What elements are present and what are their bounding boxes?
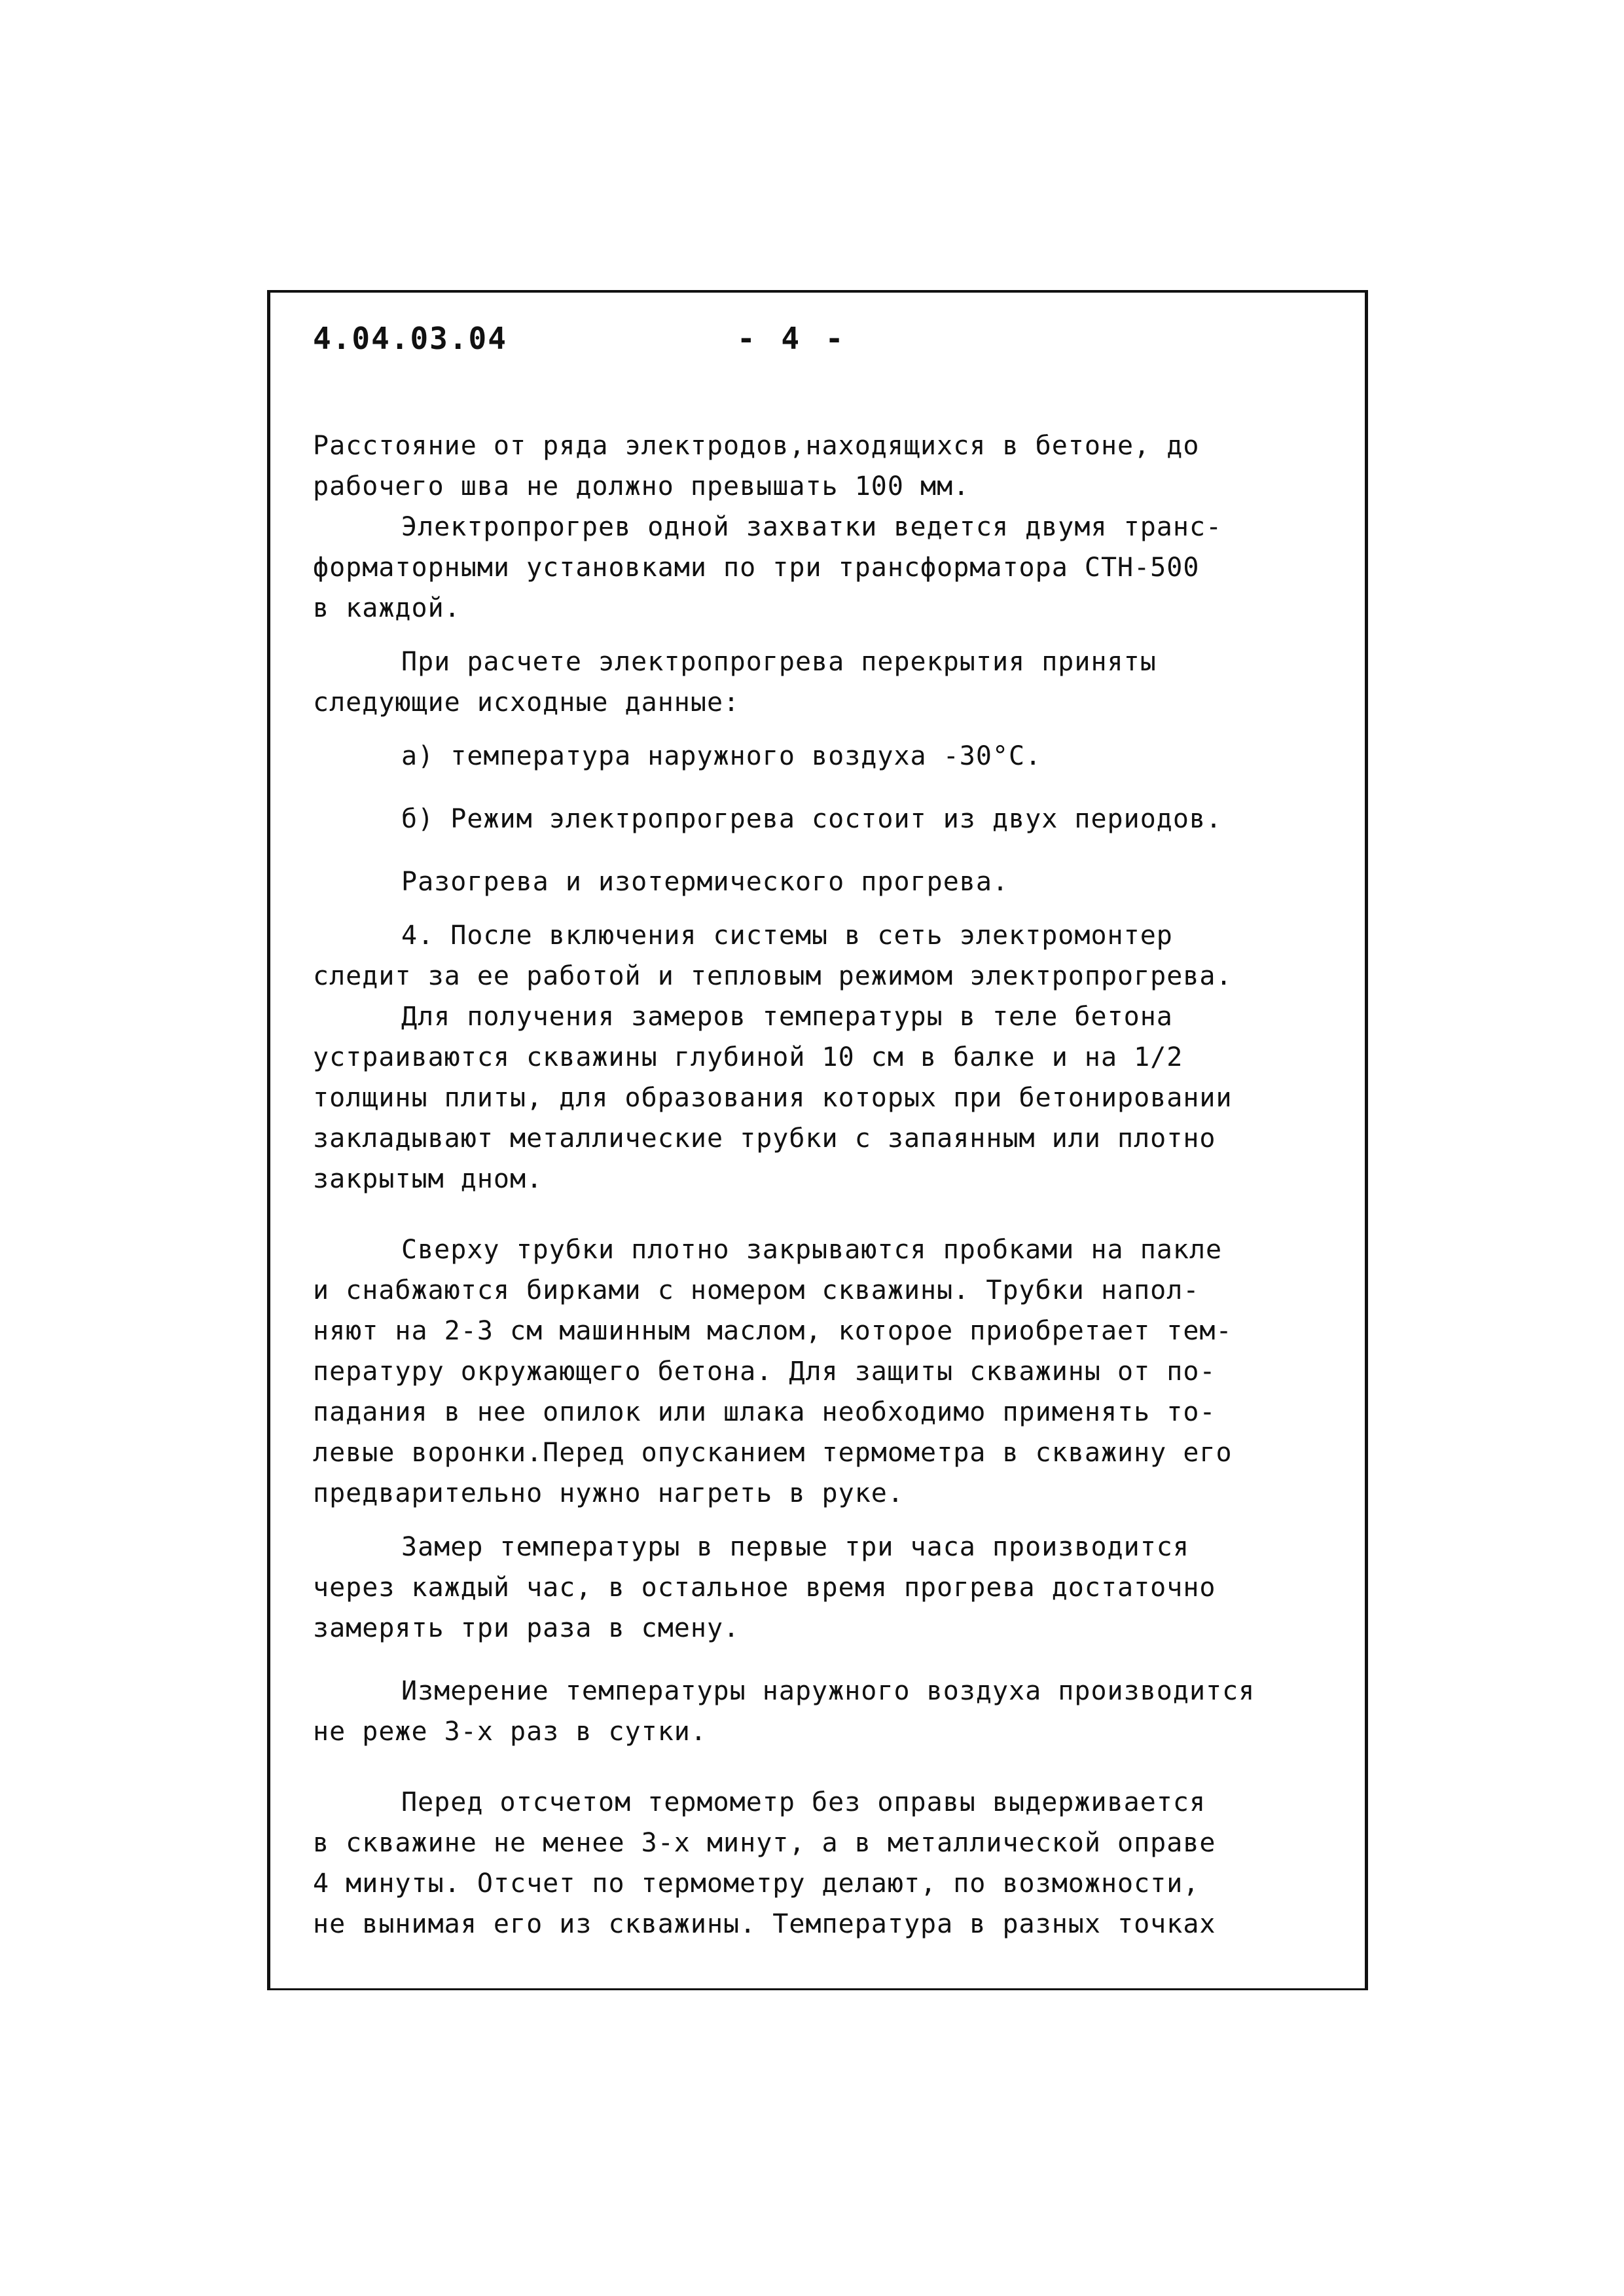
- document-code: 4.04.03.04: [313, 321, 507, 356]
- list-item-air-temperature: а) температура наружного воздуха -30°С.: [401, 741, 1042, 771]
- page-header: [313, 321, 1334, 367]
- list-item-heating-mode: б) Режим электропрогрева состоит из двух периодов.: [401, 804, 1223, 834]
- paragraph-tube-preparation: Сверху трубки плотно закрываются пробками на пакле и снабжаются бирками с номером скважины. Трубки напол- няют на 2-3 см машинным маслом, которое приобретает тем- пературу окружающего бетона. Для защиты скважины от по- падания в нее опилок или шлака необходимо применять то- левые воронки.Перед опусканием термометра в скважину его предварительно нужно нагреть в руке.: [313, 1235, 1233, 1508]
- paragraph-heating-periods: Разогрева и изотермического прогрева.: [401, 867, 1009, 897]
- paragraph-outdoor-temperature: Измерение температуры наружного воздуха производится не реже 3-х раз в сутки.: [313, 1676, 1255, 1747]
- paragraph-transformers: Электропрогрев одной захватки ведется двумя транс- форматорными установками по три трансформатора СТН-500 в каждой.: [313, 512, 1223, 623]
- paragraph-electrician-monitoring: 4. После включения системы в сеть электромонтер следит за ее работой и тепловым режимом электропрогрева.: [313, 920, 1233, 991]
- paragraph-electrode-distance: Расстояние от ряда электродов,находящихся в бетоне, до рабочего шва не должно превышать 100 мм.: [313, 431, 1200, 501]
- document-body: [313, 426, 1354, 1944]
- page-number: - 4 -: [737, 321, 848, 356]
- paragraph-temperature-wells: Для получения замеров температуры в теле бетона устраиваются скважины глубиной 10 см в балке и на 1/2 толщины плиты, для образования которых при бетонировании закладывают металлические трубки с запаянным или плотно закрытым дном.: [313, 1002, 1233, 1194]
- paragraph-measurement-schedule: Замер температуры в первые три часа производится через каждый час, в остальное время прогрева достаточно замерять три раза в смену.: [313, 1532, 1216, 1643]
- paragraph-thermometer-reading: Перед отсчетом термометр без оправы выдерживается в скважине не менее 3-х минут, а в металлической оправе 4 минуты. Отсчет по термометру делают, по возможности, не вынимая его из скважины. Температура в разных точках: [313, 1787, 1216, 1939]
- paragraph-calculation-data: При расчете электропрогрева перекрытия приняты следующие исходные данные:: [313, 647, 1157, 718]
